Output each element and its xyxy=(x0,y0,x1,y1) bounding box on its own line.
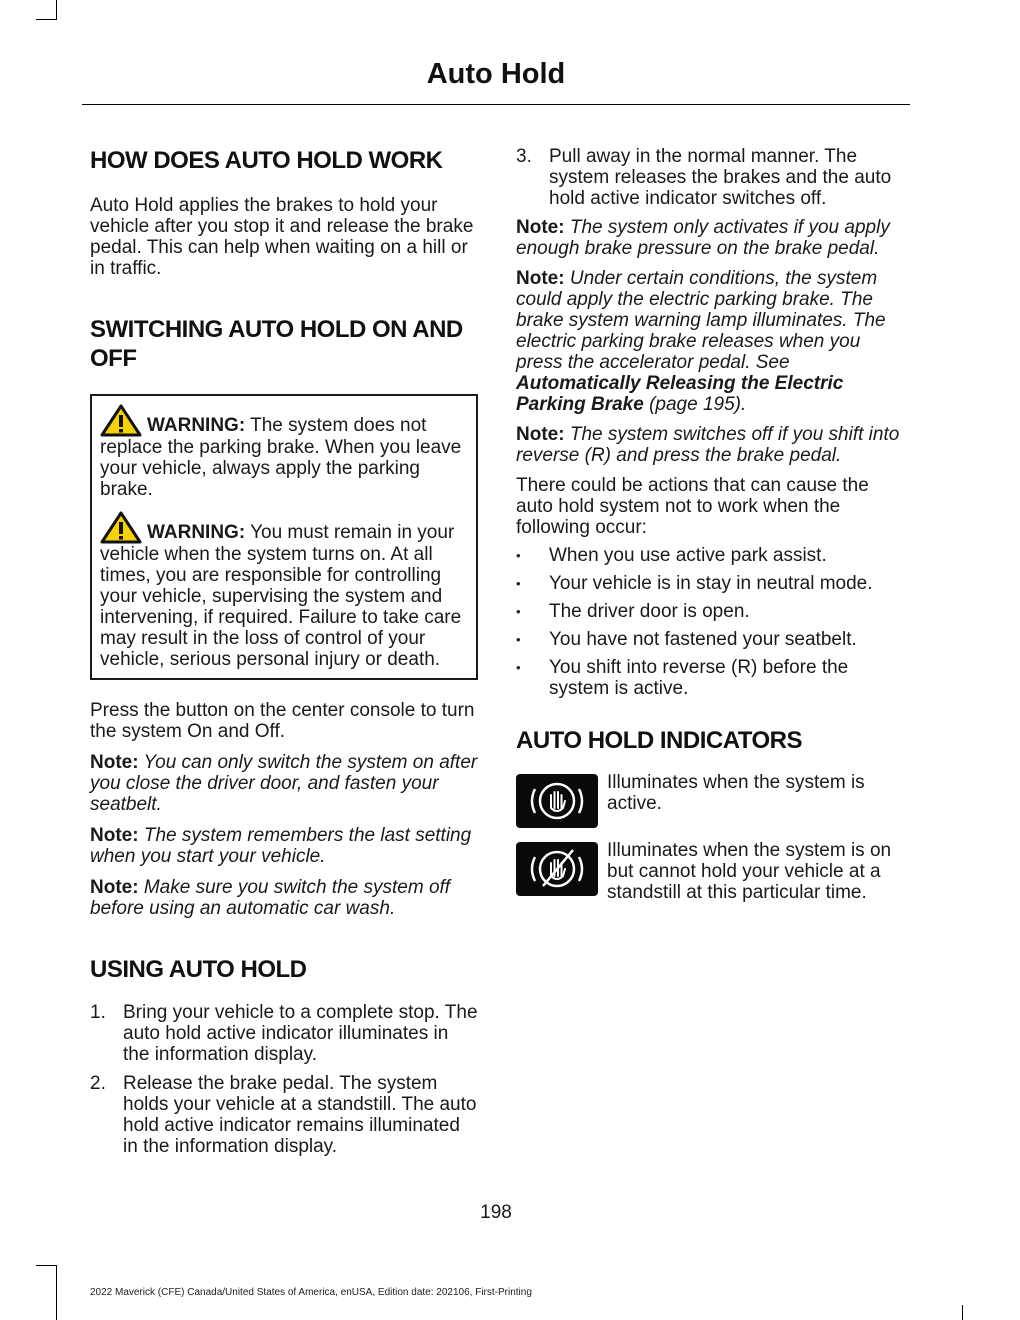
warning-triangle-icon xyxy=(100,511,142,544)
note xyxy=(90,825,478,867)
warning-text: The system does not replace the parking brake. When you leave your vehicle, always apply the parking brake. xyxy=(100,415,462,500)
list-item xyxy=(516,573,908,594)
page-number: 198 xyxy=(480,1202,512,1223)
bullet-text: You have not fastened your seatbelt. xyxy=(549,629,857,650)
page-title: Auto Hold xyxy=(426,58,566,90)
step-number: 2. xyxy=(90,1073,106,1094)
auto-hold-unavailable-icon xyxy=(516,842,598,896)
note-text: The system switches off if you shift into reverse (R) and press the brake pedal. xyxy=(516,424,900,466)
bullet-text: Your vehicle is in stay in neutral mode. xyxy=(549,573,873,594)
paragraph-actions: There could be actions that can cause the auto hold system not to work when the following occur: xyxy=(516,475,869,538)
list-item xyxy=(516,146,908,209)
list-item xyxy=(516,629,908,650)
indicator-unavailable xyxy=(516,840,908,903)
crop-mark xyxy=(36,1265,56,1266)
note-text: Make sure you switch the system off before using an automatic car wash. xyxy=(90,877,451,919)
bullet: • xyxy=(516,576,521,591)
note-text: The system only activates if you apply enough brake pressure on the brake pedal. xyxy=(516,217,890,259)
note xyxy=(516,268,908,415)
steps-list-continued xyxy=(516,146,908,209)
footer-edition-info: 2022 Maverick (CFE) Canada/United States of America, enUSA, Edition date: 202106, First-Printing xyxy=(90,1287,532,1298)
step-text: Release the brake pedal. The system holds your vehicle at a standstill. The auto hold active indicator remains illuminated in the information display. xyxy=(123,1073,477,1157)
crop-mark xyxy=(36,19,56,20)
list-item xyxy=(90,1073,478,1157)
warning-2 xyxy=(100,511,469,670)
note-label: Note: xyxy=(516,217,565,238)
warning-text: You must remain in your vehicle when the system turns on. At all times, you are responsible for controlling your vehicle, supervising the system and intervening, if required. Failure to take care may result in the loss of control of your vehicle, serious personal injury or death. xyxy=(100,522,462,670)
title-divider xyxy=(82,104,910,105)
note xyxy=(90,877,478,919)
indicator-active xyxy=(516,772,908,830)
note-label: Note: xyxy=(90,877,139,898)
list-item xyxy=(90,1002,478,1065)
crop-mark xyxy=(56,0,57,20)
note xyxy=(90,752,478,815)
list-item xyxy=(516,545,908,566)
warning-box xyxy=(90,394,478,680)
note xyxy=(516,424,908,466)
bullet: • xyxy=(516,548,521,563)
note-text: You can only switch the system on after you close the driver door, and fasten your seatbelt. xyxy=(90,752,478,815)
right-column xyxy=(516,140,908,903)
list-item xyxy=(516,657,908,699)
paragraph-press-button: Press the button on the center console to turn the system On and Off. xyxy=(90,700,475,742)
indicator-description: Illuminates when the system is on but cannot hold your vehicle at a standstill at this particular time. xyxy=(607,840,892,903)
heading-using-auto-hold: USING AUTO HOLD xyxy=(90,956,307,983)
paragraph-how-it-works: Auto Hold applies the brakes to hold your vehicle after you stop it and release the brake pedal. This can help when waiting on a hill or in traffic. xyxy=(90,195,474,279)
warning-label: WARNING: xyxy=(147,415,246,436)
step-number: 3. xyxy=(516,146,532,167)
warning-1 xyxy=(100,404,469,500)
indicator-description: Illuminates when the system is active. xyxy=(607,772,865,814)
crop-mark xyxy=(56,1265,57,1320)
heading-indicators: AUTO HOLD INDICATORS xyxy=(516,727,803,754)
bullet-text: You shift into reverse (R) before the system is active. xyxy=(549,657,849,699)
note-text: The system remembers the last setting when you start your vehicle. xyxy=(90,825,472,867)
auto-hold-active-icon xyxy=(516,774,598,828)
heading-how-it-works: HOW DOES AUTO HOLD WORK xyxy=(90,147,443,174)
warning-triangle-icon xyxy=(100,404,142,437)
page-reference: (page 195). xyxy=(643,394,747,415)
step-text: Pull away in the normal manner. The system releases the brakes and the auto hold active indicator switches off. xyxy=(549,146,892,209)
bullet: • xyxy=(516,660,521,675)
steps-list xyxy=(90,1002,478,1157)
step-number: 1. xyxy=(90,1002,106,1023)
bullet-text: When you use active park assist. xyxy=(549,545,827,566)
note-label: Note: xyxy=(516,424,565,445)
note-label: Note: xyxy=(516,268,565,289)
bullet: • xyxy=(516,632,521,647)
heading-switching: SWITCHING AUTO HOLD ON AND OFF xyxy=(90,316,463,372)
bullet: • xyxy=(516,604,521,619)
note-label: Note: xyxy=(90,825,139,846)
list-item xyxy=(516,601,908,622)
warning-label: WARNING: xyxy=(147,522,246,543)
note-label: Note: xyxy=(90,752,139,773)
cross-reference-link[interactable]: Automatically Releasing the Electric Parking Brake xyxy=(516,373,844,415)
bullet-text: The driver door is open. xyxy=(549,601,750,622)
crop-mark xyxy=(962,1305,963,1320)
left-column xyxy=(90,140,478,1157)
note-text: Under certain conditions, the system could apply the electric parking brake. The brake system warning lamp illuminates. The electric parking brake releases when you press the accelerator pedal. See xyxy=(516,268,886,373)
step-text: Bring your vehicle to a complete stop. The auto hold active indicator illuminates in the information display. xyxy=(123,1002,478,1065)
note xyxy=(516,217,908,259)
conditions-list xyxy=(516,545,908,699)
